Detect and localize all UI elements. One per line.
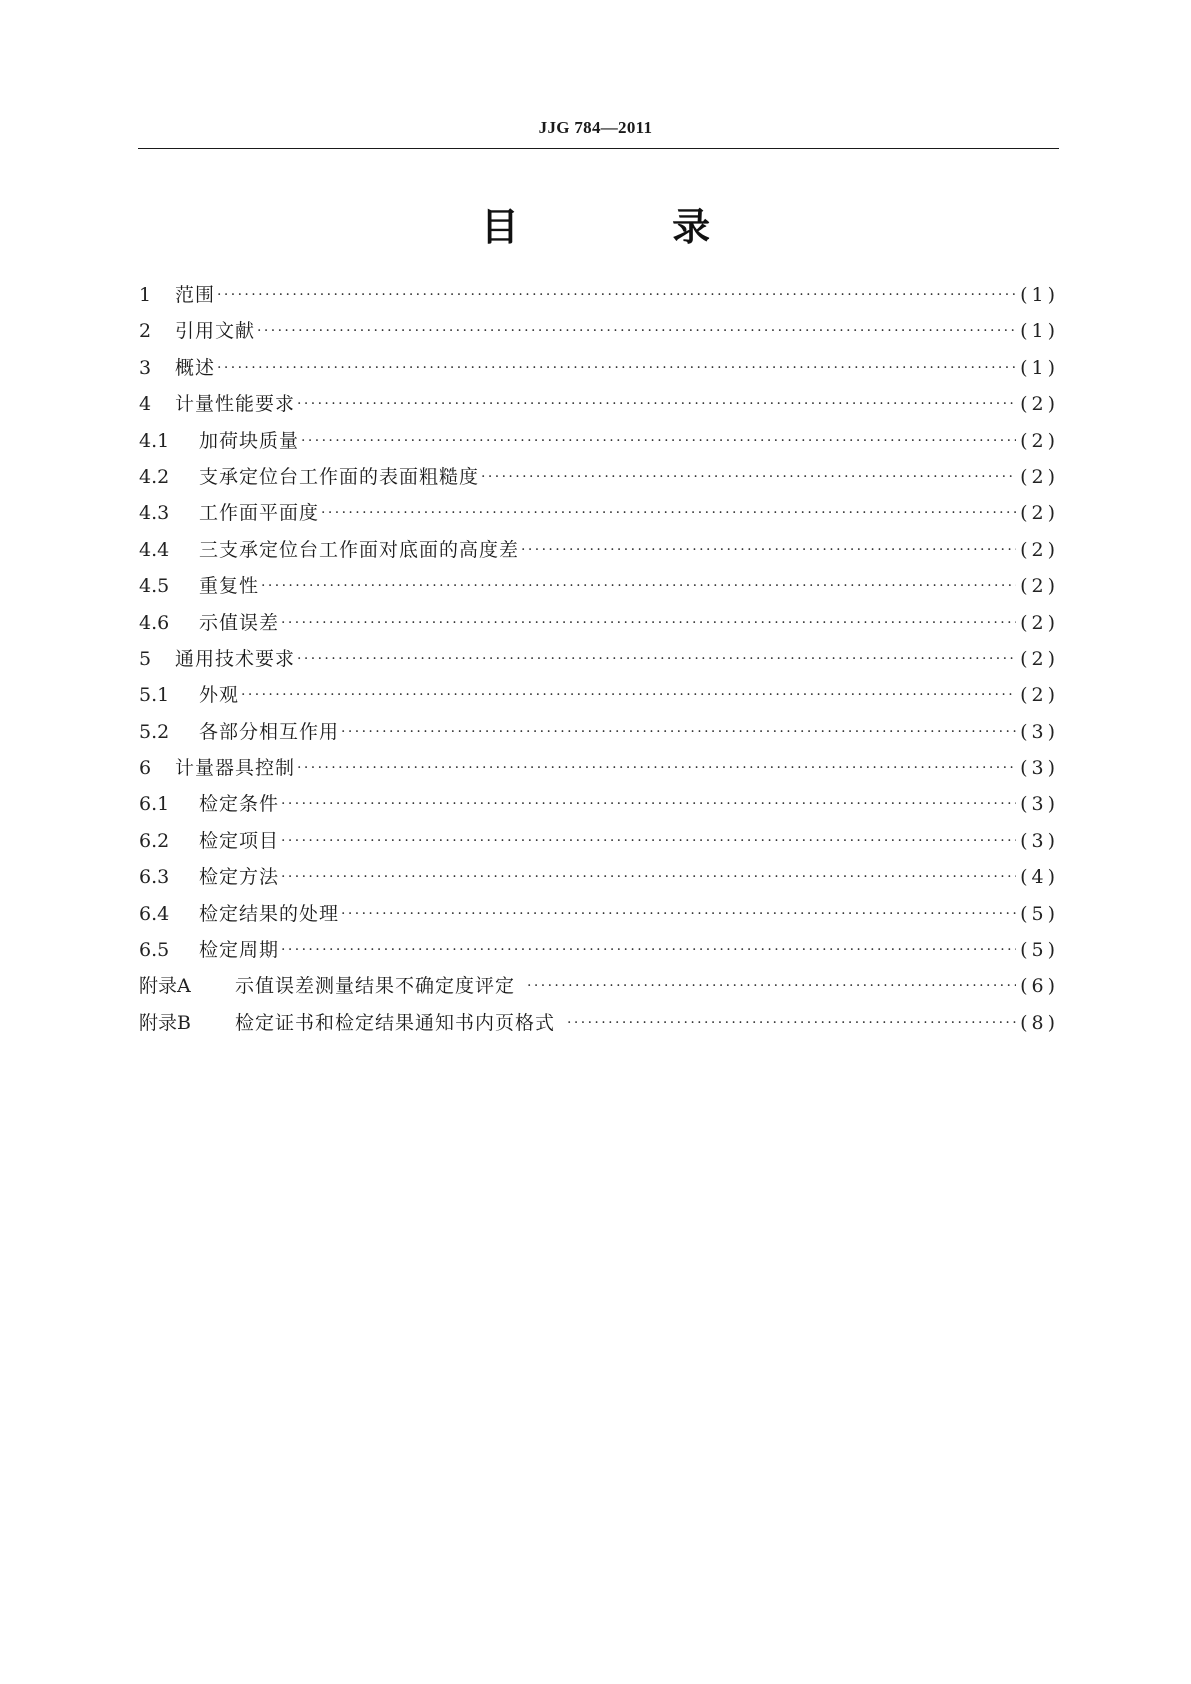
toc-entry-page: (2) xyxy=(1020,429,1059,452)
toc-dot-leader xyxy=(217,277,1016,313)
toc-entry-page: (2) xyxy=(1020,538,1059,561)
toc-entry-title: 检定条件 xyxy=(199,793,280,816)
toc-dot-leader xyxy=(341,714,1016,750)
toc-entry[interactable] xyxy=(139,750,1059,786)
toc-entry-number: 4.4 xyxy=(139,538,170,561)
toc-entry-number: 5 xyxy=(139,647,152,670)
toc-entry-title: 各部分相互作用 xyxy=(199,720,340,743)
toc-dot-leader xyxy=(281,786,1016,822)
toc-entry-number: 5.1 xyxy=(139,684,170,707)
toc-entry-page: (1) xyxy=(1020,284,1059,306)
toc-entry[interactable] xyxy=(139,605,1059,641)
toc-entry[interactable] xyxy=(139,350,1059,386)
toc-entry[interactable] xyxy=(139,786,1059,822)
toc-entry[interactable] xyxy=(139,459,1059,495)
toc-entry[interactable] xyxy=(139,932,1059,968)
toc-entry-page: (2) xyxy=(1020,611,1059,634)
toc-entry-number: 5.2 xyxy=(139,720,170,743)
toc-dot-leader xyxy=(297,641,1016,677)
toc-entry[interactable] xyxy=(139,859,1059,895)
toc-dot-leader xyxy=(241,677,1016,713)
toc-entry[interactable] xyxy=(139,968,1059,1004)
toc-entry-number: 6.4 xyxy=(139,902,170,925)
toc-entry-page: (3) xyxy=(1020,793,1059,816)
toc-entry-number: 6 xyxy=(139,757,152,780)
page-title: 目 录 xyxy=(480,205,781,249)
toc-entry[interactable] xyxy=(139,677,1059,713)
toc-entry-number: 6.5 xyxy=(139,939,170,962)
toc-entry-number: 4.3 xyxy=(139,502,170,525)
toc-entry-page: (1) xyxy=(1020,356,1059,379)
toc-entry-number: 3 xyxy=(139,356,152,379)
toc-entry-number: 附录B xyxy=(139,1011,191,1034)
toc-entry-page: (2) xyxy=(1020,575,1059,598)
toc-entry-page: (1) xyxy=(1020,320,1059,343)
toc-entry-page: (5) xyxy=(1020,902,1059,925)
toc-entry-title: 计量器具控制 xyxy=(175,757,296,780)
toc-entry[interactable] xyxy=(139,277,1059,313)
toc-entry-number: 4 xyxy=(139,393,152,416)
toc-dot-leader xyxy=(297,750,1016,786)
toc-entry-number: 4.1 xyxy=(139,429,170,452)
toc-dot-leader xyxy=(281,859,1016,895)
toc-entry-page: (4) xyxy=(1020,866,1059,889)
toc-dot-leader xyxy=(217,350,1016,386)
toc-dot-leader xyxy=(297,386,1016,422)
toc-entry[interactable] xyxy=(139,641,1059,677)
toc-entry[interactable] xyxy=(139,313,1059,349)
toc-entry-number: 4.5 xyxy=(139,575,170,598)
toc-entry-title: 外观 xyxy=(199,684,240,707)
toc-entry-page: (2) xyxy=(1020,502,1059,525)
toc-entry-title: 范围 xyxy=(175,284,216,306)
toc-entry-title: 示值误差 xyxy=(199,611,280,634)
toc-entry-title: 示值误差测量结果不确定度评定 xyxy=(235,975,516,998)
toc-entry-page: (2) xyxy=(1020,647,1059,670)
toc-entry-title: 加荷块质量 xyxy=(199,429,300,452)
table-of-contents xyxy=(139,277,1059,1041)
toc-entry-page: (8) xyxy=(1020,1011,1059,1034)
toc-dot-leader xyxy=(527,968,1016,1004)
toc-entry[interactable] xyxy=(139,714,1059,750)
toc-entry-title: 概述 xyxy=(175,356,216,379)
toc-dot-leader xyxy=(281,605,1016,641)
toc-entry-number: 2 xyxy=(139,320,152,343)
header-divider xyxy=(138,148,1059,149)
toc-dot-leader xyxy=(281,932,1016,968)
toc-dot-leader xyxy=(301,423,1016,459)
toc-entry-number: 6.3 xyxy=(139,866,170,889)
toc-entry-title: 检定项目 xyxy=(199,829,280,852)
toc-entry-title: 检定结果的处理 xyxy=(199,902,340,925)
toc-entry-page: (2) xyxy=(1020,684,1059,707)
toc-entry-title: 工作面平面度 xyxy=(199,502,320,525)
toc-entry-number: 4.2 xyxy=(139,465,170,488)
toc-dot-leader xyxy=(321,495,1016,531)
toc-entry-page: (3) xyxy=(1020,720,1059,743)
toc-entry-title: 检定方法 xyxy=(199,866,280,889)
toc-dot-leader xyxy=(567,1005,1016,1041)
toc-entry[interactable] xyxy=(139,823,1059,859)
toc-entry-title: 计量性能要求 xyxy=(175,393,296,416)
toc-dot-leader xyxy=(481,459,1016,495)
toc-entry[interactable] xyxy=(139,568,1059,604)
toc-entry[interactable] xyxy=(139,1005,1059,1041)
toc-entry-page: (3) xyxy=(1020,757,1059,780)
toc-entry-number: 附录A xyxy=(139,975,191,998)
toc-entry-page: (2) xyxy=(1020,465,1059,488)
toc-entry-page: (5) xyxy=(1020,939,1059,962)
toc-dot-leader xyxy=(261,568,1016,604)
toc-dot-leader xyxy=(341,896,1016,932)
toc-dot-leader xyxy=(281,823,1016,859)
toc-entry-number: 6.1 xyxy=(139,793,170,816)
toc-entry-title: 三支承定位台工作面对底面的高度差 xyxy=(199,538,520,561)
toc-entry[interactable] xyxy=(139,495,1059,531)
toc-entry-title: 通用技术要求 xyxy=(175,647,296,670)
toc-entry-title: 检定周期 xyxy=(199,939,280,962)
toc-entry-page: (6) xyxy=(1020,975,1059,998)
toc-entry[interactable] xyxy=(139,532,1059,568)
toc-entry-title: 引用文献 xyxy=(175,320,256,343)
toc-entry-page: (3) xyxy=(1020,829,1059,852)
toc-dot-leader xyxy=(257,313,1016,349)
toc-entry[interactable] xyxy=(139,896,1059,932)
toc-dot-leader xyxy=(521,532,1016,568)
toc-entry-page: (2) xyxy=(1020,393,1059,416)
toc-entry-number: 4.6 xyxy=(139,611,170,634)
toc-entry[interactable] xyxy=(139,423,1059,459)
toc-entry-title: 检定证书和检定结果通知书内页格式 xyxy=(235,1011,556,1034)
toc-entry[interactable] xyxy=(139,386,1059,422)
toc-entry-title: 重复性 xyxy=(199,575,260,598)
toc-entry-title: 支承定位台工作面的表面粗糙度 xyxy=(199,465,480,488)
toc-entry-number: 1 xyxy=(139,284,152,306)
toc-entry-number: 6.2 xyxy=(139,829,170,852)
standard-code: JJG 784—2011 xyxy=(538,118,653,137)
